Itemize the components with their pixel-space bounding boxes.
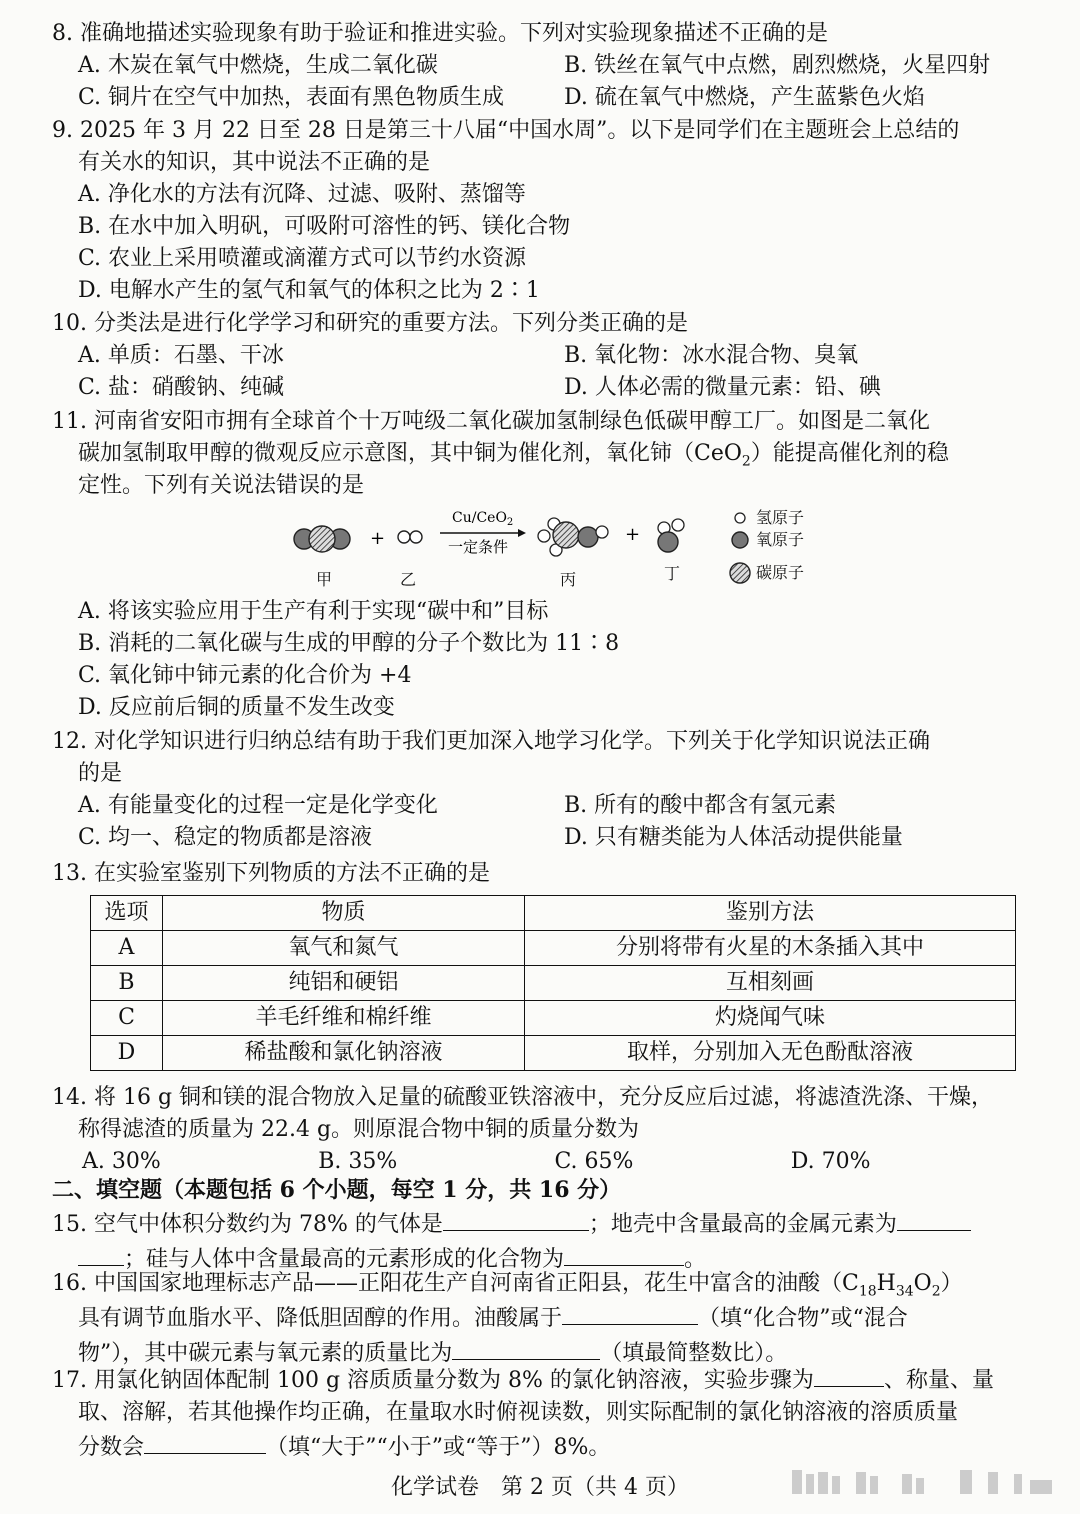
table-cell: B [91, 966, 163, 1001]
legend [730, 513, 750, 583]
plus-sign: + [370, 528, 386, 549]
legend-oxygen: 氧原子 [756, 530, 805, 549]
question-stem: 10. 分类法是进行化学学习和研究的重要方法。下列分类正确的是 [52, 311, 688, 336]
answer-blank[interactable] [562, 1300, 698, 1325]
option-c: C. 铜片在空气中加热，表面有黑色物质生成 [78, 85, 505, 110]
question-11-options [52, 596, 1027, 724]
option-b: B. 所有的酸中都含有氢元素 [564, 793, 837, 818]
answer-blank[interactable] [452, 1335, 600, 1360]
molecule-jia [294, 526, 350, 552]
header-substance: 物质 [163, 896, 525, 931]
answer-blank[interactable] [897, 1206, 971, 1231]
option-a: A. 净化水的方法有沉降、过滤、吸附、蒸馏等 [78, 182, 526, 207]
question-stem: 14. 将 16 g 铜和镁的混合物放入足量的硫酸亚铁溶液中，充分反应后过滤，将滤渣洗涤、干燥， [52, 1085, 994, 1110]
option-a: A. 木炭在氧气中燃烧，生成二氧化碳 [78, 53, 438, 78]
condition-label: 一定条件 [448, 538, 509, 556]
legend-carbon-icon [730, 563, 750, 583]
header-method: 鉴别方法 [525, 896, 1016, 931]
option-a: A. 将该实验应用于生产有利于实现“碳中和”目标 [78, 599, 549, 624]
question-stem: 9. 2025 年 3 月 22 日至 28 日是第三十八届“中国水周”。以下是同学们在主题班会上总结的 [52, 118, 960, 143]
question-stem-cont: 碳加氢制取甲醇的微观反应示意图，其中铜为催化剂，氧化铈（CeO$_2$）能提高催化剂的稳 [78, 441, 949, 470]
option-d: D. 只有糖类能为人体活动提供能量 [564, 825, 903, 850]
watermark-bars [792, 1466, 1062, 1496]
question-10 [52, 308, 1027, 404]
option-a: A. 单质：石墨、干冰 [78, 343, 284, 368]
table-header-row [91, 896, 1016, 931]
table-cell: C [91, 1001, 163, 1036]
question-16: 16. 中国国家地理标志产品——正阳花生产自河南省正阳县，花生中富含的油酸$(C_{18}H_{34}O_2)$ 具有调节血脂水平、降低胆固醇的作用。油酸属于 （填“化合物”或“混合 物”），其中碳元素与氧元素的质量比为 （填最简整数比）。 [52, 1271, 963, 1366]
label-jia: 甲 [316, 570, 333, 589]
catalyst-label: Cu/CeO$_2$ [452, 510, 514, 528]
question-17: 17. 用氯化钠固体配制 100 g 溶质质量分数为 8% 的氯化钠溶液，实验步骤为 、称量、量 取、溶解，若其他操作均正确，在量取水时俯视读数，则实际配制的氯化钠溶液的溶质质量 分数会 （填“大于”“小于”或“等于”）8%。 [52, 1362, 1027, 1464]
option-c: C. 盐：硝酸钠、纯碱 [78, 375, 285, 400]
question-stem-cont: 有关水的知识，其中说法不正确的是 [78, 150, 431, 175]
option-b: B. 在水中加入明矾，可吸附可溶性的钙、镁化合物 [78, 214, 571, 239]
legend-hydrogen: 氢原子 [756, 508, 805, 527]
question-13 [52, 858, 1027, 890]
question-stem: 8. 准确地描述实验现象有助于验证和推进实验。下列对实验现象描述不正确的是 [52, 21, 828, 46]
option-b: B. 铁丝在氧气中点燃，剧烈燃烧，火星四射 [564, 53, 991, 78]
section-heading: 二、填空题（本题包括 6 个小题，每空 1 分，共 16 分） [52, 1177, 622, 1203]
option-d: D. 人体必需的微量元素：铅、碘 [564, 375, 881, 400]
table-cell: 取样，分别加入无色酚酞溶液 [525, 1036, 1016, 1071]
option-a: A. 30% [82, 1149, 161, 1174]
answer-blank[interactable] [144, 1429, 266, 1454]
table-row [91, 931, 1016, 966]
option-c: C. 农业上采用喷灌或滴灌方式可以节约水资源 [78, 246, 527, 271]
table-cell: A [91, 931, 163, 966]
molecule-bing [538, 518, 608, 556]
option-c: C. 氧化铈中铈元素的化合价为 +4 [78, 663, 412, 688]
question-11 [52, 406, 1027, 502]
table-cell: 稀盐酸和氯化钠溶液 [163, 1036, 525, 1071]
option-b: B. 35% [318, 1149, 398, 1174]
question-8 [52, 18, 1027, 114]
question-stem-cont: 的是 [78, 761, 123, 786]
option-a: A. 有能量变化的过程一定是化学变化 [78, 793, 438, 818]
question-stem-cont: 定性。下列有关说法错误的是 [78, 473, 365, 498]
table-cell: 氧气和氮气 [163, 931, 525, 966]
table-cell: 分别将带有火星的木条插入其中 [525, 931, 1016, 966]
answer-blank[interactable] [443, 1206, 589, 1231]
question-stem-cont: 称得滤渣的质量为 22.4 g。则原混合物中铜的质量分数为 [78, 1117, 640, 1142]
page-footer: 化学试卷 第 2 页（共 4 页） [391, 1475, 689, 1500]
table-row [91, 966, 1016, 1001]
option-d: D. 硫在氧气中燃烧，产生蓝紫色火焰 [564, 85, 925, 110]
table-cell: 纯铝和硬铝 [163, 966, 525, 1001]
table-cell: 互相刻画 [525, 966, 1016, 1001]
table-row [91, 1036, 1016, 1071]
label-yi: 乙 [400, 570, 417, 589]
label-ding: 丁 [664, 564, 681, 583]
label-bing: 丙 [560, 570, 577, 589]
question-12 [52, 726, 1027, 854]
question-15: 15. 空气中体积分数约为 78% 的气体是 ；地壳中含量最高的金属元素为 ；硅与人体中含量最高的元素形成的化合物为 。 [52, 1206, 1027, 1276]
identification-table [90, 895, 1016, 1071]
question-stem: 13. 在实验室鉴别下列物质的方法不正确的是 [52, 861, 490, 886]
answer-blank[interactable] [814, 1362, 884, 1387]
option-b: B. 氧化物：冰水混合物、臭氧 [564, 343, 859, 368]
option-c: C. 均一、稳定的物质都是溶液 [78, 825, 373, 850]
reaction-diagram [280, 506, 840, 596]
table-cell: D [91, 1036, 163, 1071]
legend-hydrogen-icon [735, 513, 745, 523]
option-d: D. 70% [790, 1149, 871, 1174]
option-b: B. 消耗的二氧化碳与生成的甲醇的分子个数比为 11∶8 [78, 631, 620, 656]
legend-carbon: 碳原子 [756, 563, 805, 582]
option-c: C. 65% [554, 1149, 634, 1174]
answer-blank[interactable] [78, 1241, 124, 1266]
question-stem: 11. 河南省安阳市拥有全球首个十万吨级二氧化碳加氢制绿色低碳甲醇工厂。如图是二氧化 [52, 409, 930, 434]
table-cell: 灼烧闻气味 [525, 1001, 1016, 1036]
molecule-ding [658, 519, 684, 552]
option-d: D. 反应前后铜的质量不发生改变 [78, 695, 395, 720]
question-9 [52, 115, 1027, 307]
table-row [91, 1001, 1016, 1036]
option-d: D. 电解水产生的氢气和氧气的体积之比为 2∶1 [78, 278, 540, 303]
header-option: 选项 [91, 896, 163, 931]
question-stem: 12. 对化学知识进行归纳总结有助于我们更加深入地学习化学。下列关于化学知识说法正确 [52, 729, 930, 754]
answer-blank[interactable] [564, 1241, 684, 1266]
plus-sign: + [625, 524, 641, 545]
molecule-yi [398, 531, 422, 543]
table-cell: 羊毛纤维和棉纤维 [163, 1001, 525, 1036]
question-14 [52, 1082, 1027, 1178]
legend-oxygen-icon [732, 532, 748, 548]
